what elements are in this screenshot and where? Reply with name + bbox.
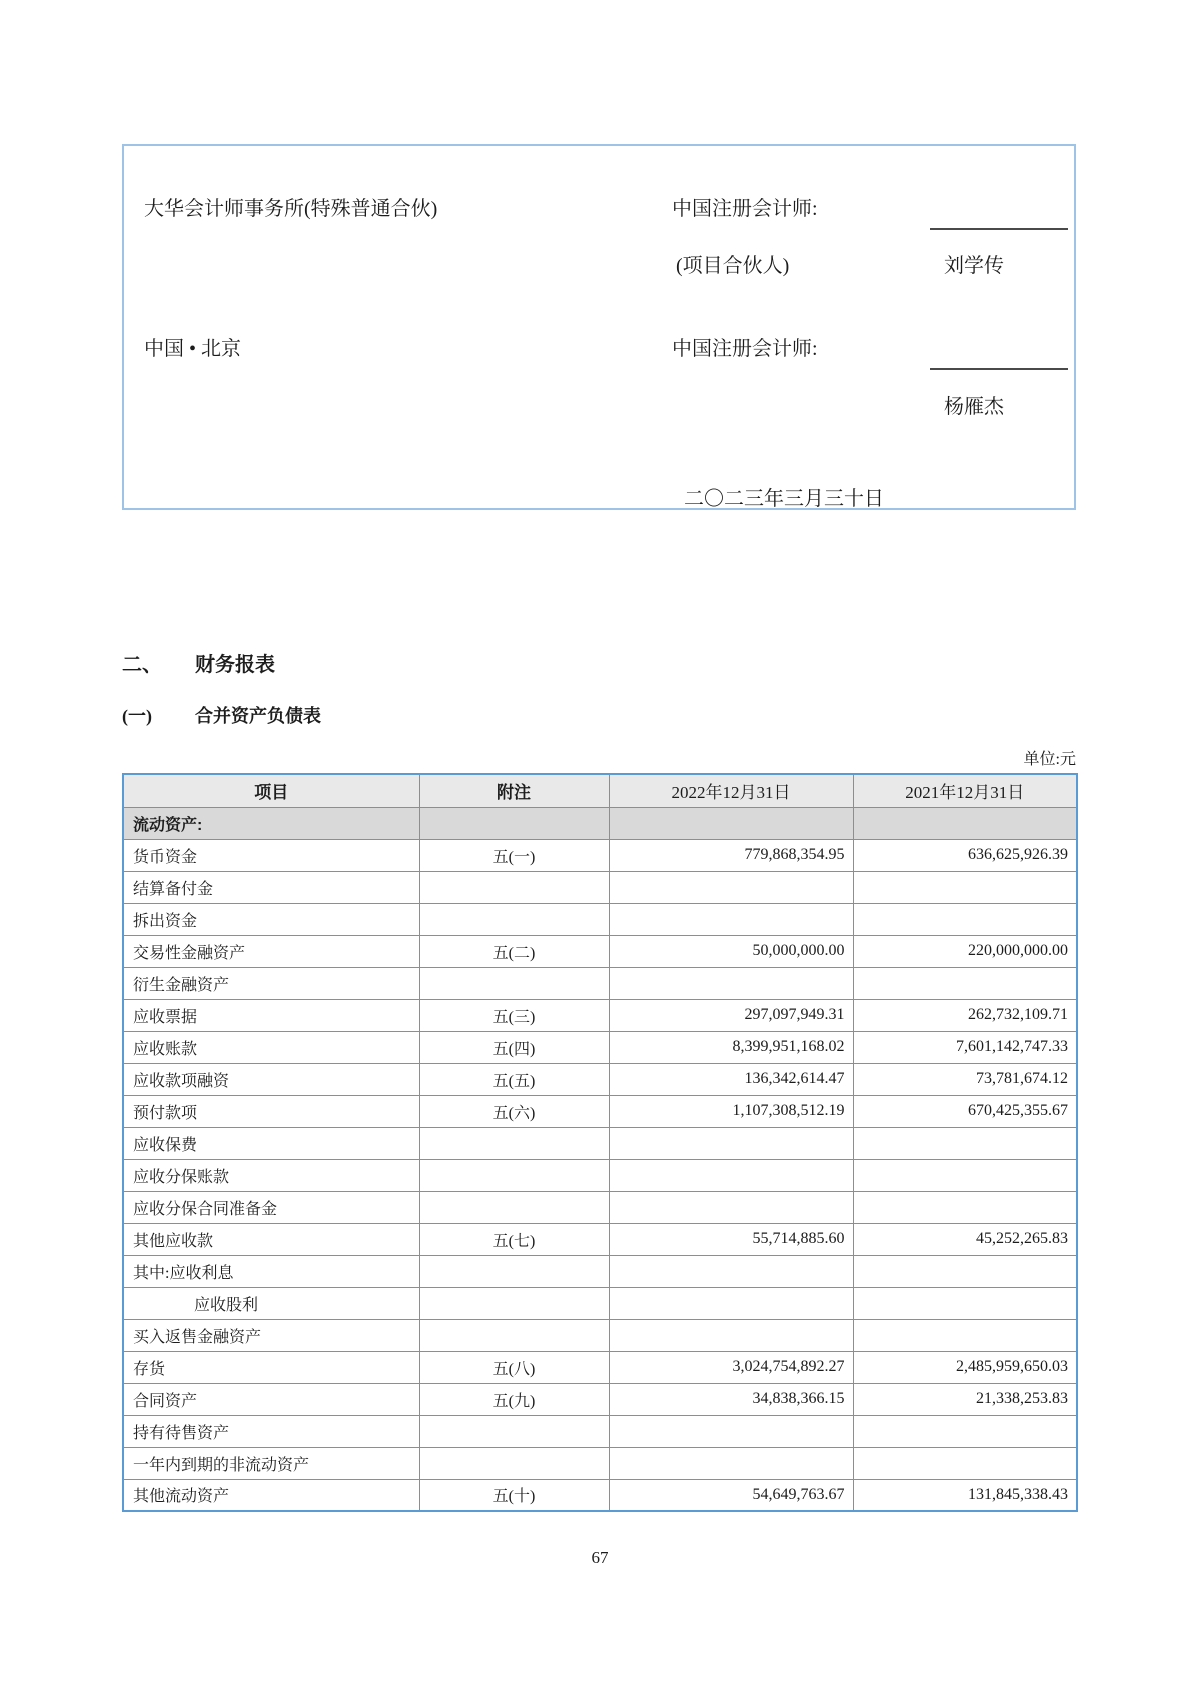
cell-v2022: 3,024,754,892.27 (609, 1351, 853, 1383)
table-row (123, 1127, 1077, 1159)
cell-v2021 (853, 903, 1077, 935)
cell-v2022: 50,000,000.00 (609, 935, 853, 967)
table-row (123, 1319, 1077, 1351)
cell-label: 应收股利 (123, 1287, 419, 1319)
cell-note: 五(四) (419, 1031, 609, 1063)
cell-note (419, 1319, 609, 1351)
cell-label: 流动资产: (123, 807, 419, 839)
audit-firm-location: 中国 • 北京 (144, 338, 242, 360)
cell-note (419, 807, 609, 839)
table-row (123, 1383, 1077, 1415)
cell-note: 五(十) (419, 1479, 609, 1511)
cell-label: 其中:应收利息 (123, 1255, 419, 1287)
table-row (123, 1351, 1077, 1383)
cell-v2022: 136,342,614.47 (609, 1063, 853, 1095)
cell-v2021 (853, 1319, 1077, 1351)
page-number: 67 (591, 1548, 609, 1567)
table-row (123, 1095, 1077, 1127)
cell-v2021 (853, 807, 1077, 839)
cell-v2021 (853, 1191, 1077, 1223)
cell-label: 货币资金 (123, 839, 419, 871)
cell-note: 五(八) (419, 1351, 609, 1383)
cell-v2021 (853, 1255, 1077, 1287)
cell-v2022 (609, 1447, 853, 1479)
cell-label: 应收保费 (123, 1127, 419, 1159)
cell-label: 交易性金融资产 (123, 935, 419, 967)
cell-note: 五(五) (419, 1063, 609, 1095)
cell-label: 结算备付金 (123, 871, 419, 903)
cell-v2022: 55,714,885.60 (609, 1223, 853, 1255)
table-row (123, 1255, 1077, 1287)
header-2022: 2022年12月31日 (609, 774, 853, 807)
table-row (123, 839, 1077, 871)
cell-label: 应收票据 (123, 999, 419, 1031)
cell-v2022: 297,097,949.31 (609, 999, 853, 1031)
cpa-role-1: (项目合伙人) (676, 255, 790, 277)
cell-label: 存货 (123, 1351, 419, 1383)
cell-v2021: 2,485,959,650.03 (853, 1351, 1077, 1383)
table-row (123, 903, 1077, 935)
section-title: 财务报表 (195, 654, 275, 676)
cell-label: 应收分保账款 (123, 1159, 419, 1191)
cell-label: 衍生金融资产 (123, 967, 419, 999)
cell-label: 合同资产 (123, 1383, 419, 1415)
cpa-name-2: 杨雁杰 (944, 396, 1004, 418)
cell-label: 预付款项 (123, 1095, 419, 1127)
table-row (123, 1031, 1077, 1063)
signature-line-1 (930, 228, 1068, 230)
table-row (123, 1415, 1077, 1447)
cell-v2021 (853, 1127, 1077, 1159)
cell-v2022 (609, 1255, 853, 1287)
cell-note (419, 1255, 609, 1287)
header-row (123, 774, 1077, 807)
cell-note: 五(六) (419, 1095, 609, 1127)
cell-v2021: 21,338,253.83 (853, 1383, 1077, 1415)
section-heading (122, 648, 275, 677)
balance-sheet-table-wrap (122, 773, 1076, 1512)
cell-v2021: 670,425,355.67 (853, 1095, 1077, 1127)
table-row (123, 1447, 1077, 1479)
cell-note (419, 1415, 609, 1447)
cell-label: 应收款项融资 (123, 1063, 419, 1095)
cell-v2022 (609, 1127, 853, 1159)
table-row (123, 1479, 1077, 1511)
cell-note (419, 1191, 609, 1223)
cell-note (419, 871, 609, 903)
cell-v2022: 779,868,354.95 (609, 839, 853, 871)
cell-label: 应收分保合同准备金 (123, 1191, 419, 1223)
cell-note: 五(二) (419, 935, 609, 967)
section-number: 二、 (122, 654, 162, 676)
table-row (123, 1223, 1077, 1255)
cell-label: 买入返售金融资产 (123, 1319, 419, 1351)
balance-sheet-table (122, 773, 1078, 1512)
cell-v2022 (609, 1191, 853, 1223)
cell-v2021: 131,845,338.43 (853, 1479, 1077, 1511)
table-row (123, 967, 1077, 999)
subsection-number: (一) (122, 706, 152, 726)
subsection-title: 合并资产负债表 (195, 706, 321, 726)
cell-v2022 (609, 1287, 853, 1319)
unit-note: 单位:元 (1023, 751, 1076, 768)
cpa-label-2: 中国注册会计师: (672, 338, 818, 360)
cell-v2022 (609, 871, 853, 903)
audit-signature-box (122, 144, 1076, 510)
cell-v2021 (853, 1415, 1077, 1447)
header-2021: 2021年12月31日 (853, 774, 1077, 807)
header-note: 附注 (419, 774, 609, 807)
cell-note: 五(一) (419, 839, 609, 871)
cell-v2022 (609, 1159, 853, 1191)
audit-firm-name: 大华会计师事务所(特殊普通合伙) (144, 198, 438, 220)
table-row (123, 999, 1077, 1031)
cpa-name-1: 刘学传 (944, 255, 1004, 277)
cell-v2021 (853, 871, 1077, 903)
cell-v2021 (853, 1287, 1077, 1319)
cell-note (419, 1127, 609, 1159)
cell-v2021 (853, 967, 1077, 999)
table-row (123, 871, 1077, 903)
cell-v2022: 1,107,308,512.19 (609, 1095, 853, 1127)
table-row (123, 1287, 1077, 1319)
table-row (123, 1063, 1077, 1095)
sign-date: 二〇二三年三月三十日 (684, 488, 884, 510)
cell-v2022: 54,649,763.67 (609, 1479, 853, 1511)
cell-v2021 (853, 1447, 1077, 1479)
cell-note: 五(九) (419, 1383, 609, 1415)
cell-v2022: 34,838,366.15 (609, 1383, 853, 1415)
cell-label: 应收账款 (123, 1031, 419, 1063)
table-row (123, 935, 1077, 967)
cell-note: 五(七) (419, 1223, 609, 1255)
subsection-heading (122, 702, 321, 728)
cell-label: 持有待售资产 (123, 1415, 419, 1447)
cell-v2022 (609, 903, 853, 935)
balance-sheet-body (123, 807, 1077, 1511)
cell-note (419, 1159, 609, 1191)
header-item: 项目 (123, 774, 419, 807)
cell-note (419, 903, 609, 935)
cell-note (419, 1287, 609, 1319)
cell-label: 其他流动资产 (123, 1479, 419, 1511)
cell-v2022 (609, 1415, 853, 1447)
cell-v2022: 8,399,951,168.02 (609, 1031, 853, 1063)
cell-note (419, 1447, 609, 1479)
section-row (123, 807, 1077, 839)
cell-label: 拆出资金 (123, 903, 419, 935)
cell-label: 一年内到期的非流动资产 (123, 1447, 419, 1479)
cell-v2022 (609, 967, 853, 999)
cell-v2021: 45,252,265.83 (853, 1223, 1077, 1255)
cell-v2021: 7,601,142,747.33 (853, 1031, 1077, 1063)
table-row (123, 1159, 1077, 1191)
cpa-label-1: 中国注册会计师: (672, 198, 818, 220)
cell-note (419, 967, 609, 999)
cell-v2021: 262,732,109.71 (853, 999, 1077, 1031)
cell-v2021 (853, 1159, 1077, 1191)
cell-v2021: 636,625,926.39 (853, 839, 1077, 871)
cell-note: 五(三) (419, 999, 609, 1031)
cell-v2022 (609, 807, 853, 839)
cell-v2021: 73,781,674.12 (853, 1063, 1077, 1095)
table-row (123, 1191, 1077, 1223)
cell-label: 其他应收款 (123, 1223, 419, 1255)
signature-line-2 (930, 368, 1068, 370)
cell-v2021: 220,000,000.00 (853, 935, 1077, 967)
cell-v2022 (609, 1319, 853, 1351)
